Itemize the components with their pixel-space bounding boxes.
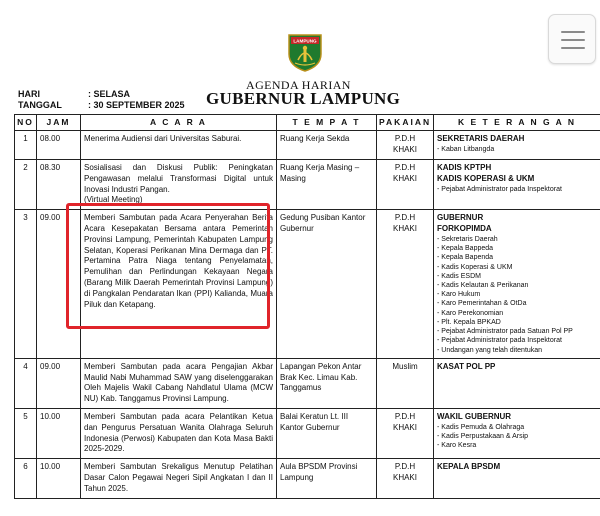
ket-item: - Kepala Bapenda bbox=[437, 254, 494, 262]
ket-item: - Kadis Pemuda & Olahraga bbox=[437, 423, 525, 431]
col-jam: JAM bbox=[37, 115, 81, 131]
row-jam: 08.00 bbox=[37, 131, 81, 160]
ket-item: - Kadis ESDM bbox=[437, 272, 481, 280]
ket-item: - Karo Hukum bbox=[437, 291, 481, 299]
row-no: 2 bbox=[15, 160, 37, 210]
row-tempat: Aula BPSDM Provinsi Lampung bbox=[277, 459, 377, 498]
row-pakaian bbox=[377, 131, 434, 160]
pakaian-value: P.D.H bbox=[394, 412, 416, 422]
row-no: 1 bbox=[15, 131, 37, 160]
ket-head: GUBERNUR bbox=[437, 213, 484, 223]
date-row bbox=[18, 100, 185, 110]
ket-head: KASAT POL PP bbox=[437, 361, 496, 371]
row-jam: 10.00 bbox=[37, 459, 81, 498]
row-keterangan bbox=[434, 160, 600, 210]
row-tempat: Gedung Pusiban Kantor Gubernur bbox=[277, 210, 377, 359]
pakaian-value: KHAKI bbox=[392, 145, 417, 155]
agenda-table bbox=[14, 114, 600, 499]
col-no: NO bbox=[15, 115, 37, 131]
row-tempat: Balai Keratun Lt. III Kantor Gubernur bbox=[277, 409, 377, 459]
col-keterangan: K E T E R A N G A N bbox=[434, 115, 600, 131]
acara-text: Sosialisasi dan Diskusi Publik: Peningkatan Pengawasan melalui Transformasi Digital untuk Inovasi Industri Pangan. bbox=[84, 163, 273, 194]
col-pakaian: PAKAIAN bbox=[377, 115, 434, 131]
pakaian-value: P.D.H bbox=[394, 134, 416, 144]
ket-item: - Pejabat Administrator pada Inspektorat bbox=[437, 185, 562, 193]
table-header bbox=[15, 115, 600, 131]
date-label: TANGGAL bbox=[18, 100, 62, 110]
row-keterangan bbox=[434, 409, 600, 459]
row-pakaian bbox=[377, 210, 434, 359]
pakaian-value: Muslim bbox=[392, 361, 418, 371]
row-acara bbox=[81, 358, 277, 408]
row-acara bbox=[81, 210, 277, 359]
row-keterangan bbox=[434, 210, 600, 359]
acara-text: Menerima Audiensi dari Universitas Saburai. bbox=[84, 134, 242, 144]
row-pakaian bbox=[377, 358, 434, 408]
ket-item: - Karo Pemerintahan & OtDa bbox=[437, 300, 527, 308]
hamburger-icon bbox=[561, 31, 585, 33]
table-row bbox=[15, 409, 600, 459]
acara-text: Memberi Sambutan Srekaligus Menutup Pelatihan Dasar Calon Pegawai Negeri Sipil Angkatan I dan II Tahun 2025. bbox=[84, 462, 273, 493]
row-no: 6 bbox=[15, 459, 37, 498]
acara-note: (Virtual Meeting) bbox=[84, 195, 143, 205]
col-tempat: T E M P A T bbox=[277, 115, 377, 131]
row-acara bbox=[81, 160, 277, 210]
lampung-emblem bbox=[286, 32, 324, 72]
row-keterangan bbox=[434, 131, 600, 160]
ket-item: - Sekretaris Daerah bbox=[437, 235, 498, 243]
row-no: 5 bbox=[15, 409, 37, 459]
agenda-title: AGENDA HARIAN bbox=[246, 78, 351, 92]
ket-item: - Kadis Perpustakaan & Arsip bbox=[437, 433, 529, 441]
pakaian-value: KHAKI bbox=[392, 173, 417, 183]
table-row bbox=[15, 459, 600, 498]
day-label: HARI bbox=[18, 89, 40, 99]
ket-head: KADIS KOPERASI & UKM bbox=[437, 173, 535, 183]
ket-item: - Undangan yang telah ditentukan bbox=[437, 346, 543, 354]
acara-text: Memberi Sambutan pada acara Pelantikan Ketua dan Pengurus Persatuan Wanita Olahraga Seluruh Indonesia (Perwosi) Kabupaten dan Kota Masa Bakti 2025-2029. bbox=[84, 412, 273, 454]
row-pakaian bbox=[377, 459, 434, 498]
table-row bbox=[15, 160, 600, 210]
table-row bbox=[15, 210, 600, 359]
row-keterangan bbox=[434, 459, 600, 498]
ket-item: - Kadis Kelautan & Perikanan bbox=[437, 282, 529, 290]
logo-text: LAMPUNG bbox=[293, 38, 317, 44]
ket-head: FORKOPIMDA bbox=[437, 224, 492, 234]
date-value: : 30 SEPTEMBER 2025 bbox=[88, 100, 185, 110]
ket-head: KEPALA BPSDM bbox=[437, 462, 501, 472]
ket-item: - Kadis Koperasi & UKM bbox=[437, 263, 513, 271]
row-no: 4 bbox=[15, 358, 37, 408]
row-jam: 08.30 bbox=[37, 160, 81, 210]
ket-head: KADIS KPTPH bbox=[437, 163, 492, 173]
ket-item: - Karo Perekonomian bbox=[437, 309, 504, 317]
row-acara bbox=[81, 459, 277, 498]
row-tempat: Lapangan Pekon Antar Brak Kec. Limau Kab. Tanggamus bbox=[277, 358, 377, 408]
acara-text: Memberi Sambutan pada Acara Penyerahan Berita Acara Kesepakatan Bersama antara Pemerintah Provinsi Lampung, Pemerintah Kabupaten Lampung Selatan, Koperasi Perikanan Mina Dermaga dan PT. Pertamina Patra Niaga tentang Penyelamatan, Pemulihan dan Perlindungan Kekayaan Negara (Barang Milik Daerah Pemerintah Provinsi Lampung) di Pangkalan Pendaratan Ikan (PPI) Kalianda, Muara Piluk dan Ketapang. bbox=[84, 213, 273, 309]
row-pakaian bbox=[377, 409, 434, 459]
day-row bbox=[18, 89, 130, 99]
row-acara bbox=[81, 131, 277, 160]
col-acara: A C A R A bbox=[81, 115, 277, 131]
pakaian-value: KHAKI bbox=[392, 422, 417, 432]
menu-button[interactable] bbox=[548, 14, 596, 64]
table-row bbox=[15, 358, 600, 408]
pakaian-value: P.D.H bbox=[394, 213, 416, 223]
ket-item: - Kaban Litbangda bbox=[437, 146, 495, 154]
row-jam: 10.00 bbox=[37, 409, 81, 459]
ket-item: - Pejabat Administrator pada Satuan Pol PP bbox=[437, 328, 573, 336]
governor-title: GUBERNUR LAMPUNG bbox=[206, 89, 401, 108]
table-row bbox=[15, 131, 600, 160]
ket-item: - Pejabat Administrator pada Inspektorat bbox=[437, 337, 562, 345]
day-value: : SELASA bbox=[88, 89, 131, 99]
acara-text: Memberi Sambutan pada acara Pengajian Akbar Maulid Nabi Muhammad SAW yang diselenggarakan Oleh Majelis Wakil Cabang Nahdlatul Ulama (MCW NU) Kab. Tanggamus Provinsi Lampung. bbox=[84, 361, 273, 404]
row-acara bbox=[81, 409, 277, 459]
ket-item: - Kepala Bappeda bbox=[437, 245, 494, 253]
ket-item: - Plt. Kepala BPKAD bbox=[437, 318, 501, 326]
row-no: 3 bbox=[15, 210, 37, 359]
row-tempat: Ruang Kerja Sekda bbox=[277, 131, 377, 160]
ket-head: WAKIL GUBERNUR bbox=[437, 412, 512, 422]
ket-item: - Karo Kesra bbox=[437, 442, 477, 450]
pakaian-value: KHAKI bbox=[392, 473, 417, 483]
row-pakaian bbox=[377, 160, 434, 210]
row-jam: 09.00 bbox=[37, 358, 81, 408]
pakaian-value: P.D.H bbox=[394, 163, 416, 173]
row-jam: 09.00 bbox=[37, 210, 81, 359]
pakaian-value: KHAKI bbox=[392, 224, 417, 234]
row-keterangan bbox=[434, 358, 600, 408]
pakaian-value: P.D.H bbox=[394, 462, 416, 472]
row-tempat: Ruang Kerja Masing – Masing bbox=[277, 160, 377, 210]
ket-head: SEKRETARIS DAERAH bbox=[437, 134, 525, 144]
